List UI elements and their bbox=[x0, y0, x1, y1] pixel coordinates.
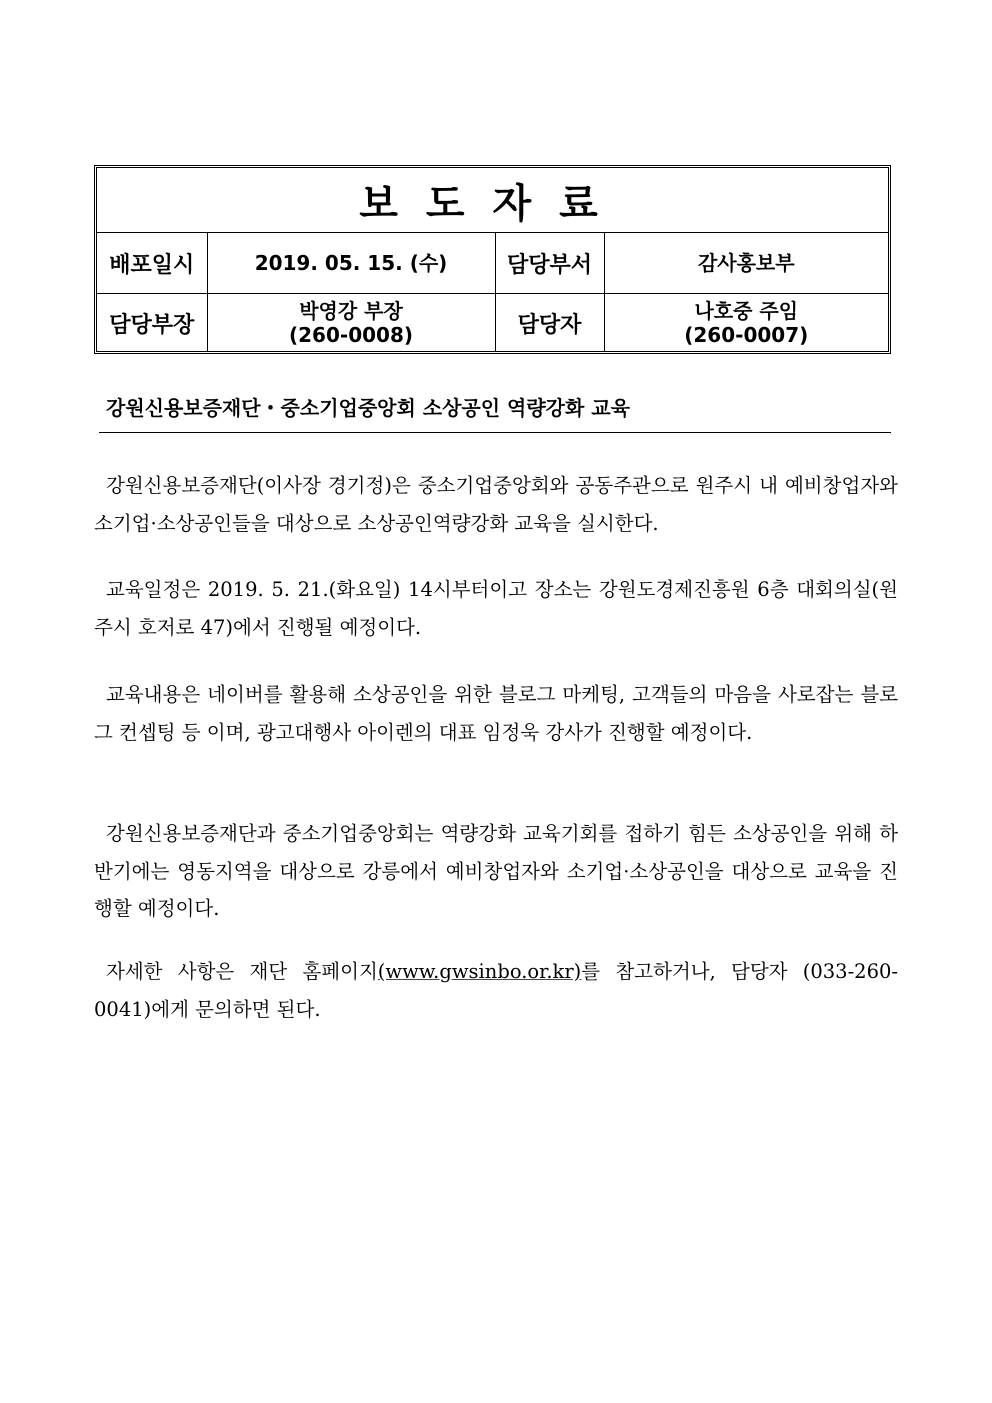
release-date-value: 2019. 05. 15. (수) bbox=[207, 233, 495, 294]
headline-divider bbox=[99, 432, 891, 433]
contact-name: 나호중 주임 bbox=[694, 299, 799, 323]
paragraph-3: 교육내용은 네이버를 활용해 소상공인을 위한 블로그 마케팅, 고객들의 마음을 사로잡는 블로그 컨셉팅 등 이며, 광고대행사 아이렌의 대표 임정욱 강사가 진행할 예정이다. bbox=[94, 683, 898, 744]
press-release-info-table bbox=[97, 168, 888, 352]
paragraph-5-text-after: 를 참고하거나, 담당자 (033-260-0041)에게 문의하면 된다. bbox=[94, 960, 898, 1021]
department-value: 감사홍보부 bbox=[604, 233, 888, 294]
manager-phone: (260-0008) bbox=[289, 323, 413, 347]
paragraph-5 bbox=[94, 953, 898, 1028]
paragraph-5-text-before: 자세한 사항은 재단 홈페이지 bbox=[106, 960, 378, 983]
contact-label: 담당자 bbox=[495, 294, 604, 353]
manager-label: 담당부장 bbox=[97, 294, 207, 353]
release-date-label: 배포일시 bbox=[97, 233, 207, 294]
manager-info bbox=[207, 294, 495, 353]
contact-phone: (260-0007) bbox=[684, 323, 809, 347]
paragraph-2: 교육일정은 2019. 5. 21.(화요일) 14시부터이고 장소는 강원도경제진흥원 6층 대회의실(원주시 호저로 47)에서 진행될 예정이다. bbox=[94, 578, 898, 639]
article-headline: 강원신용보증재단・중소기업중앙회 소상공인 역량강화 교육 bbox=[106, 396, 630, 420]
paragraph-1: 강원신용보증재단(이사장 경기정)은 중소기업중앙회와 공동주관으로 원주시 내 예비창업자와 소기업·소상공인들을 대상으로 소상공인역량강화 교육을 실시한다. bbox=[94, 474, 898, 535]
press-release-title: 보도자료 bbox=[97, 168, 888, 233]
paragraph-4: 강원신용보증재단과 중소기업중앙회는 역량강화 교육기회를 접하기 힘든 소상공인을 위해 하반기에는 영동지역을 대상으로 강릉에서 예비창업자와 소기업·소상공인을 대상으로 교육을 진행할 예정이다. bbox=[94, 822, 898, 920]
homepage-link[interactable]: (www.gwsinbo.or.kr) bbox=[377, 960, 582, 983]
manager-name: 박영강 부장 bbox=[299, 299, 403, 323]
press-release-header-box bbox=[94, 165, 891, 354]
contact-info bbox=[604, 294, 888, 353]
department-label: 담당부서 bbox=[495, 233, 604, 294]
